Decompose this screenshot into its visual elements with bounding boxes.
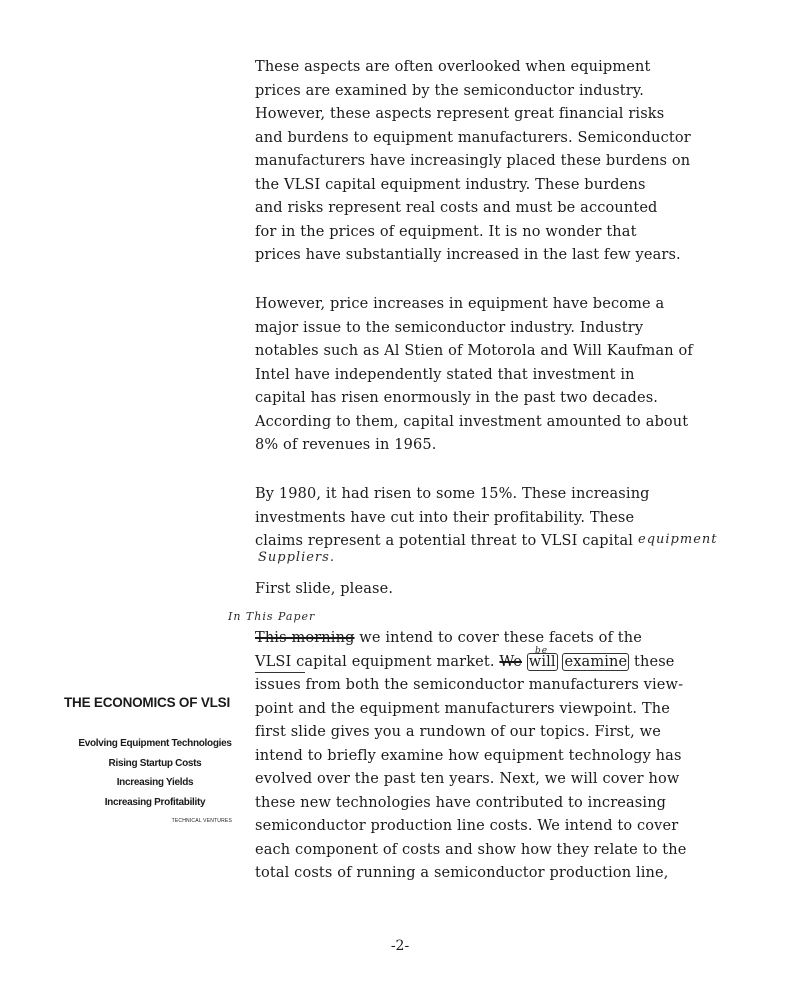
text-line: total costs of running a semiconductor production line,: [255, 865, 669, 881]
text-line: capital has risen enormously in the past two decades.: [255, 390, 659, 406]
struck-text: This morning: [255, 630, 355, 646]
text-line: [255, 651, 725, 675]
paragraph-equipment-costs: [255, 56, 725, 268]
slide-item: Evolving Equipment Technologies: [78, 738, 232, 749]
text-line: and risks represent real costs and must be accounted: [255, 200, 658, 216]
text-line: 8% of revenues in 1965.: [255, 437, 437, 453]
slide-item: Increasing Profitability: [104, 796, 206, 808]
circled-word: will: [528, 653, 556, 670]
handwritten-note-equipment: equipment: [638, 532, 718, 547]
page-number: -2-: [390, 938, 410, 954]
text-line: evolved over the past ten years. Next, we will cover how: [255, 771, 680, 787]
paragraph-price-increases: [255, 293, 725, 458]
text-line: semiconductor production line costs. We intend to cover: [255, 818, 679, 834]
slide-credit: TECHNICAL VENTURES: [171, 818, 232, 824]
circled-word: examine: [564, 653, 628, 670]
text-line: However, these aspects represent great financial risks: [255, 106, 665, 122]
text-line: Intel have independently stated that investment in: [255, 366, 635, 383]
text-line: the VLSI capital equipment industry. These burdens: [255, 176, 646, 193]
text-segment: we intend to cover these facets of the: [354, 630, 642, 646]
text-line: According to them, capital investment amounted to about: [255, 413, 689, 430]
text-line: these new technologies have contributed to increasing: [255, 794, 667, 811]
text-line: claims represent a potential threat to VLSI capital: [255, 533, 634, 549]
slide-item: Increasing Yields: [116, 777, 194, 788]
handwritten-note-in-this-paper: In This Paper: [228, 610, 316, 623]
text-line: issues from both the semiconductor manufacturers view-: [255, 677, 684, 693]
paragraph-paper-overview: [255, 627, 725, 886]
handwritten-note-be: be: [535, 646, 549, 656]
struck-text: We: [499, 653, 522, 670]
text-line: each component of costs and show how they relate to the: [255, 841, 687, 858]
text-line: for in the prices of equipment. It is no wonder that: [255, 223, 637, 240]
text-line: prices are examined by the semiconductor industry.: [255, 82, 645, 99]
text-segment: these: [634, 653, 675, 670]
slide-thumbnail: [52, 695, 242, 824]
text-segment: VLSI capital equipment market.: [255, 653, 500, 670]
text-line: notables such as Al Stien of Motorola and Will Kaufman of: [255, 343, 693, 359]
paragraph-first-slide: [255, 578, 725, 602]
text-line: first slide gives you a rundown of our topics. First, we: [255, 724, 661, 740]
text-line: prices have substantially increased in the last few years.: [255, 247, 681, 263]
handwritten-underline: [255, 672, 305, 673]
text-line: manufacturers have increasingly placed these burdens on: [255, 153, 691, 169]
text-line: [255, 627, 725, 651]
text-line: and burdens to equipment manufacturers. Semiconductor: [255, 129, 691, 146]
slide-title: THE ECONOMICS OF VLSI: [63, 695, 231, 710]
text-line: These aspects are often overlooked when equipment: [255, 59, 651, 75]
text-line: point and the equipment manufacturers viewpoint. The: [255, 700, 670, 717]
handwritten-note-suppliers: Suppliers.: [258, 550, 335, 565]
text-line: major issue to the semiconductor industry. Industry: [255, 319, 644, 336]
text-line: intend to briefly examine how equipment technology has: [255, 747, 682, 764]
slide-item: Rising Startup Costs: [108, 757, 202, 769]
text-line: By 1980, it had risen to some 15%. These increasing: [255, 486, 650, 502]
text-line: However, price increases in equipment have become a: [255, 296, 665, 312]
text-line: First slide, please.: [255, 581, 394, 597]
text-line: investments have cut into their profitability. These: [255, 509, 635, 526]
